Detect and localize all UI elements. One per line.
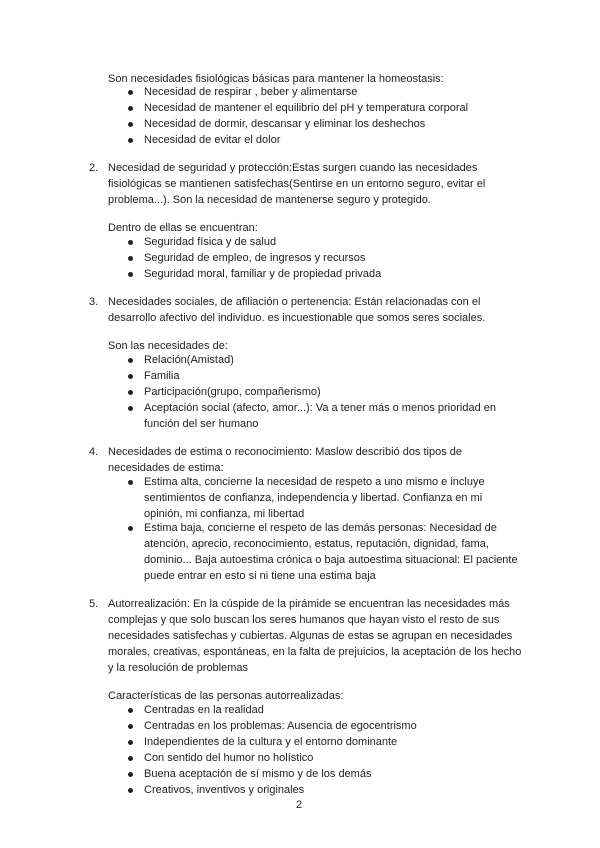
bullet-icon: [128, 724, 133, 729]
paragraph-line: Necesidades sociales, de afiliación o pertenencia: Están relacionadas con el: [108, 296, 481, 308]
bullet-icon: [128, 756, 133, 761]
bullet-icon: [128, 390, 133, 395]
paragraph-line: y la resolución de problemas: [108, 662, 249, 674]
list-item: Necesidad de evitar el dolor: [144, 134, 281, 146]
list-item: Seguridad física y de salud: [144, 236, 277, 248]
list-item: Participación(grupo, compañerismo): [144, 386, 321, 398]
bullet-icon: [128, 708, 133, 713]
paragraph-line: complejas y que solo buscan los seres humanos que hayan visto el resto de sus: [108, 614, 500, 626]
list-item: Seguridad de empleo, de ingresos y recursos: [144, 252, 366, 264]
bullet-icon: [128, 90, 133, 95]
list-item: Necesidad de respirar , beber y alimentarse: [144, 86, 358, 98]
list-item: Seguridad moral, familiar y de propiedad privada: [144, 268, 382, 280]
paragraph-line: necesidades de estima:: [108, 462, 224, 474]
list-item: Aceptación social (afecto, amor...): Va a tener más o menos prioridad en: [144, 402, 496, 414]
section2-number: 2.: [89, 162, 99, 174]
list-item: Necesidad de dormir, descansar y eliminar los deshechos: [144, 118, 426, 130]
bullet-icon: [128, 788, 133, 793]
paragraph-line: morales, creativas, espontáneas, en la falta de prejuicios, la aceptación de los hecho: [108, 646, 522, 658]
paragraph-line: fisiológicas se mantienen satisfechas(Sentirse en un entorno seguro, evitar el: [108, 178, 486, 190]
paragraph-line: Autorrealización: En la cúspide de la pirámide se encuentran las necesidades más: [108, 598, 510, 610]
section1-intro: Son necesidades fisiológicas básicas para mantener la homeostasis:: [108, 73, 444, 85]
paragraph-line: problema...). Son la necesidad de mantenerse seguro y protegido.: [108, 194, 431, 206]
list-item: Buena aceptación de sí mismo y de los demás: [144, 768, 372, 780]
list-item-continuation: atención, aprecio, reconocimiento, estatus, reputación, dignidad, fama,: [144, 538, 489, 550]
list-item: Con sentido del humor no holístico: [144, 752, 314, 764]
list-item: Centradas en los problemas: Ausencia de egocentrismo: [144, 720, 417, 732]
bullet-icon: [128, 240, 133, 245]
list-item: Necesidad de mantener el equilibrio del pH y temperatura corporal: [144, 102, 469, 114]
list-item-continuation: función del ser humano: [144, 418, 259, 430]
list-item: Estima alta, concierne la necesidad de respeto a uno mismo e incluye: [144, 476, 485, 488]
paragraph-line: necesidades satisfechas y cubiertas. Algunas de estas se agrupan en necesidades: [108, 630, 513, 642]
paragraph-line: desarrollo afectivo del individuo. es incuestionable que somos seres sociales.: [108, 312, 486, 324]
bullet-icon: [128, 272, 133, 277]
bullet-icon: [128, 740, 133, 745]
bullet-icon: [128, 406, 133, 411]
list-item-continuation: opinión, mi confianza, mi libertad: [144, 508, 305, 520]
section5-intro: Características de las personas autorrealizadas:: [108, 690, 344, 702]
list-item-continuation: dominio... Baja autoestima crónica o baja autoestima situacional: El paciente: [144, 554, 518, 566]
list-item: Relación(Amistad): [144, 354, 234, 366]
list-item: Centradas en la realidad: [144, 704, 264, 716]
paragraph-line: Necesidad de seguridad y protección:Estas surgen cuando las necesidades: [108, 162, 478, 174]
bullet-icon: [128, 772, 133, 777]
bullet-icon: [128, 374, 133, 379]
bullet-icon: [128, 256, 133, 261]
bullet-icon: [128, 526, 133, 531]
section3-intro: Son las necesidades de:: [108, 340, 228, 352]
list-item-continuation: puede entrar en esto si ni tiene una estima baja: [144, 570, 376, 582]
list-item: Independientes de la cultura y el entorno dominante: [144, 736, 398, 748]
bullet-icon: [128, 480, 133, 485]
section4-number: 4.: [89, 446, 99, 458]
bullet-icon: [128, 358, 133, 363]
bullet-icon: [128, 122, 133, 127]
list-item-continuation: sentimientos de confianza, independencia y libertad. Confianza en mi: [144, 492, 483, 504]
list-item: Creativos, inventivos y originales: [144, 784, 305, 796]
list-item: Familia: [144, 370, 180, 382]
page-number: 2: [296, 799, 303, 811]
bullet-icon: [128, 106, 133, 111]
bullet-icon: [128, 138, 133, 143]
section2-intro: Dentro de ellas se encuentran:: [108, 222, 258, 234]
section5-number: 5.: [89, 598, 99, 610]
section3-number: 3.: [89, 296, 99, 308]
paragraph-line: Necesidades de estima o reconocimiento: Maslow describió dos tipos de: [108, 446, 463, 458]
list-item: Estima baja, concierne el respeto de las demás personas: Necesidad de: [144, 522, 497, 534]
